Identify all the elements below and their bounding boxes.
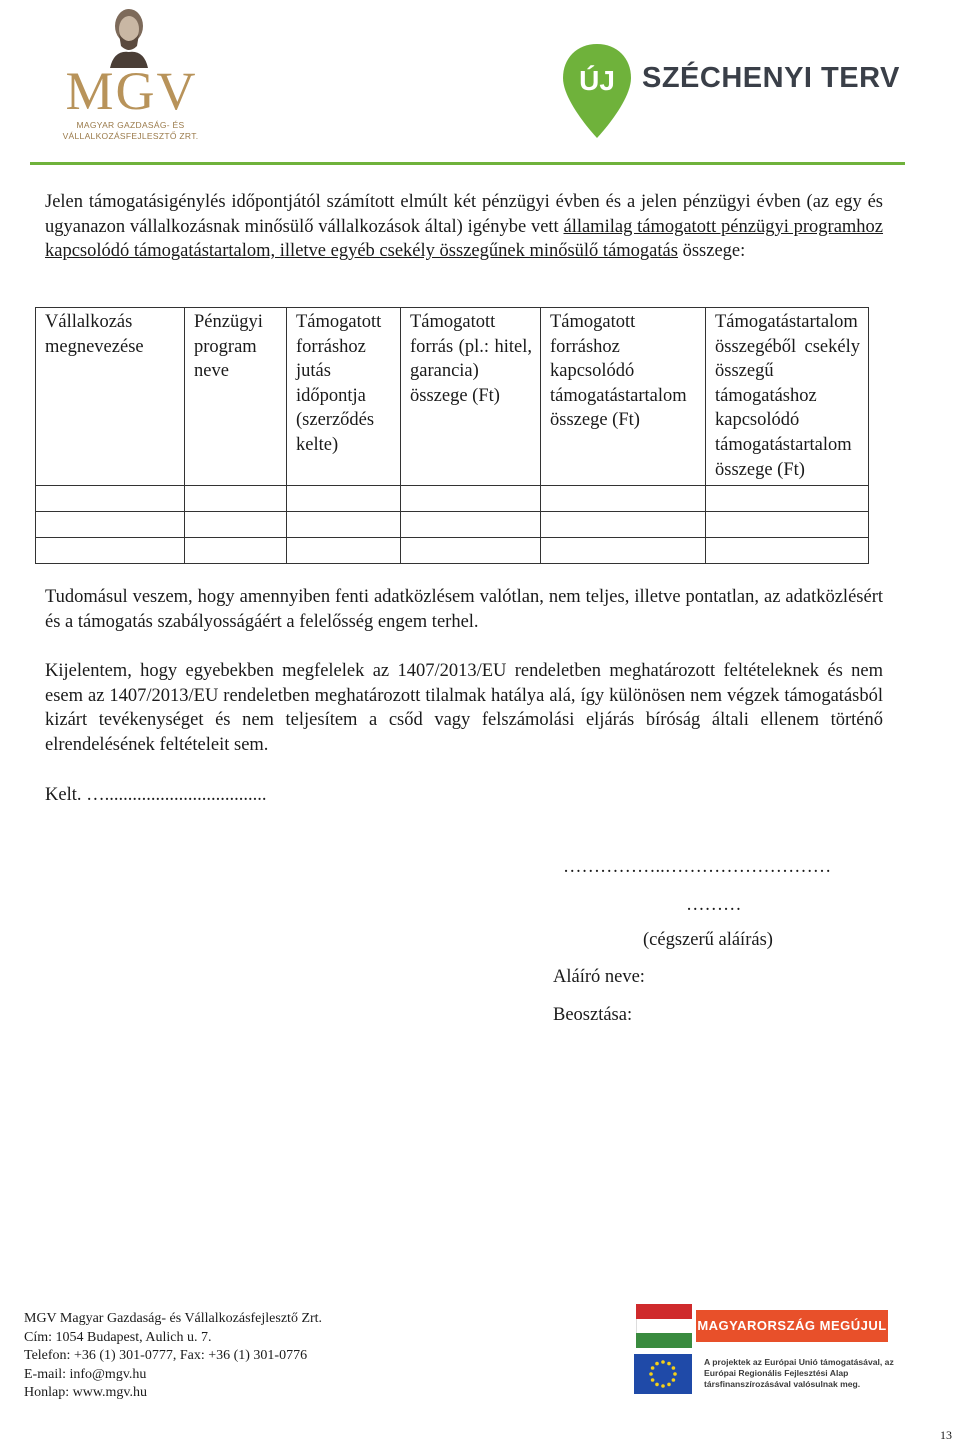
mgv-wordmark: MGV	[65, 61, 198, 121]
header-divider	[30, 162, 905, 165]
table-cell[interactable]	[287, 538, 401, 564]
footer-company: MGV Magyar Gazdaság- és Vállalkozásfejlesztő Zrt.	[24, 1311, 323, 1326]
table-cell[interactable]	[185, 512, 287, 538]
pin-letters: ÚJ	[579, 65, 615, 96]
signature-line-cont: ………	[686, 895, 742, 915]
table-row	[36, 486, 869, 512]
signer-name-label: Aláíró neve:	[553, 967, 645, 987]
header-aid-content: Támogatott forráshoz kapcsolódó támogatástartalom összege (Ft)	[541, 308, 706, 486]
szechenyi-terv-text: SZÉCHENYI TERV	[642, 62, 900, 94]
signature-line: ……………..………………………	[563, 857, 832, 877]
magyarorszag-megujul-logo	[636, 1304, 888, 1348]
footer-phone: Telefon: +36 (1) 301-0777, Fax: +36 (1) 301-0776	[24, 1348, 308, 1364]
table-cell[interactable]	[287, 486, 401, 512]
table-cell[interactable]	[706, 538, 869, 564]
footer-web[interactable]: Honlap: www.mgv.hu	[24, 1385, 148, 1401]
footer-email[interactable]: E-mail: info@mgv.hu	[24, 1366, 147, 1382]
portrait-icon	[104, 4, 154, 68]
table-header-row	[36, 308, 869, 486]
table-cell[interactable]	[185, 538, 287, 564]
table-cell[interactable]	[401, 512, 541, 538]
table-cell[interactable]	[401, 538, 541, 564]
table-cell[interactable]	[706, 486, 869, 512]
declaration-paragraph: Kijelentem, hogy egyebekben megfelelek az 1407/2013/EU rendeletben meghatározott feltételeknek és nem esem az 1407/2013/EU rendeletben meghatározott tilalmak hatálya alá, így különösen nem végzek támogatásból kizárt tevékenységet és nem teljesítem a csőd vagy felszámolási eljárás bíróság általi ellenem történő elrendelésének feltételeit sem.	[45, 661, 883, 755]
date-line: Kelt. …...................................	[45, 785, 267, 805]
eu-funding-text: A projektek az Európai Unió támogatásával, az Európai Regionális Fejlesztési Alap társfinanszírozásával valósulnak meg.	[704, 1357, 894, 1389]
underlined-phrase: államilag támogatott pénzügyi programhoz kapcsolódó támogatástartalom, illetve egyéb csekély összegűnek minősülő támogatás	[45, 216, 884, 261]
header-funding-date: Támogatott forráshoz jutás időpontja (szerződés kelte)	[287, 308, 401, 486]
header-de-minimis-content: Támogatástartalom összegéből csekély összegű támogatáshoz kapcsolódó támogatástartalom összege (Ft)	[706, 308, 869, 486]
signature-label: (cégszerű aláírás)	[643, 930, 773, 950]
header-funding-amount: Támogatott forrás (pl.: hitel, garancia) összege (Ft)	[401, 308, 541, 486]
header-company-name: Vállalkozás megnevezése	[36, 308, 185, 486]
table-row	[36, 512, 869, 538]
mgv-logo	[58, 4, 203, 144]
table-cell[interactable]	[541, 538, 706, 564]
table-cell[interactable]	[401, 486, 541, 512]
signer-position-label: Beosztása:	[553, 1005, 633, 1025]
table-cell[interactable]	[36, 486, 185, 512]
footer-address: Cím: 1054 Budapest, Aulich u. 7.	[24, 1329, 212, 1345]
table-row	[36, 538, 869, 564]
table-cell[interactable]	[185, 486, 287, 512]
footer-contact	[24, 1310, 322, 1403]
eu-flag-icon	[634, 1354, 692, 1394]
szechenyi-terv-logo	[560, 42, 900, 142]
page-number: 13	[940, 1428, 952, 1442]
table-cell[interactable]	[36, 538, 185, 564]
map-pin-icon	[560, 42, 634, 140]
grant-table	[35, 307, 869, 564]
mgv-subtitle: MAGYAR GAZDASÁG- ÉS VÁLLALKOZÁSFEJLESZTŐ ZRT.	[62, 120, 199, 141]
hungarian-flag-icon	[636, 1304, 692, 1348]
notice-paragraph: Tudomásul veszem, hogy amennyiben fenti adatközlésem valótlan, nem teljes, illetve pontatlan, az adatközlésért és a támogatás szabályosságáért a felelősség engem terhel.	[45, 587, 883, 632]
table-cell[interactable]	[706, 512, 869, 538]
intro-paragraph: Jelen támogatásigénylés időpontjától számított elmúlt két pénzügyi évben és a jelen pénzügyi évben (az egy és ugyanazon vállalkozásnak minősülő vállalkozások által) igénybe vett államilag támogatott pénzügyi programhoz kapcsolódó támogatástartalom, illetve egyéb csekély összegűnek minősülő támogatás összege:	[45, 192, 884, 261]
table-cell[interactable]	[287, 512, 401, 538]
table-cell[interactable]	[541, 486, 706, 512]
header-program-name: Pénzügyi program neve	[185, 308, 287, 486]
table-cell[interactable]	[36, 512, 185, 538]
banner-text: MAGYARORSZÁG MEGÚJUL	[696, 1310, 888, 1342]
eu-funding-logo	[634, 1354, 896, 1398]
table-cell[interactable]	[541, 512, 706, 538]
